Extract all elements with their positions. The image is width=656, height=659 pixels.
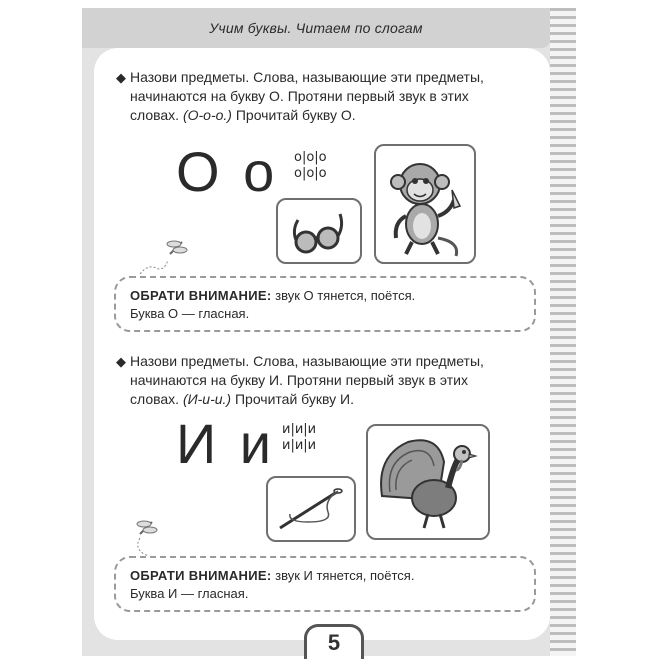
- task-line-suffix: Прочитай букву О.: [235, 107, 356, 123]
- big-letter-o: О о: [176, 140, 279, 203]
- page-header: [82, 8, 550, 48]
- task-bullet: ◆: [116, 354, 126, 369]
- grid-row: о|о|о: [294, 166, 327, 181]
- page-edge-stripes: [550, 8, 576, 656]
- grid-row: и|и|и: [282, 438, 317, 453]
- page-number-tab: [304, 624, 364, 659]
- note-label: ОБРАТИ ВНИМАНИЕ:: [130, 568, 272, 583]
- task-line: начинаются на букву И. Протяни первый звук в этих: [130, 372, 468, 388]
- task-bullet: ◆: [116, 70, 126, 85]
- note-text: [130, 567, 414, 603]
- glasses-picture: [276, 198, 362, 264]
- page-number: 5: [327, 630, 341, 655]
- task-line: [130, 106, 530, 125]
- needle-icon: [268, 478, 354, 540]
- task-line: [130, 390, 530, 409]
- attention-note-i: [114, 556, 536, 612]
- task-sound-example: (И-и-и.): [182, 391, 232, 407]
- task-line: Назови предметы. Слова, называющие эти предметы,: [130, 69, 484, 85]
- dragonfly-icon: [134, 224, 204, 284]
- grid-row: о|о|о: [294, 150, 327, 165]
- page-title: Учим буквы. Читаем по слогам: [209, 20, 423, 36]
- glasses-icon: [278, 200, 360, 262]
- big-letter-i: И и: [176, 412, 276, 475]
- monkey-picture: [374, 144, 476, 264]
- task-text-o: [130, 68, 530, 125]
- content-panel: [94, 48, 550, 640]
- note-text: [130, 287, 415, 323]
- task-text-i: [130, 352, 530, 409]
- note-line-text: звук О тянется, поётся.: [275, 288, 416, 303]
- note-line: Буква О — гласная.: [130, 306, 250, 321]
- note-line: [130, 287, 415, 305]
- dragonfly-icon: [120, 504, 180, 564]
- task-sound-example: (О-о-о.): [182, 107, 232, 123]
- turkey-icon: [368, 426, 488, 538]
- task-line: начинаются на букву О. Протяни первый звук в этих: [130, 88, 469, 104]
- syllable-grid-i: [282, 422, 316, 454]
- note-line: [130, 567, 414, 585]
- task-line-suffix: Прочитай букву И.: [234, 391, 354, 407]
- note-label: ОБРАТИ ВНИМАНИЕ:: [130, 288, 272, 303]
- note-line: Буква И — гласная.: [130, 586, 249, 601]
- note-line-text: звук И тянется, поётся.: [275, 568, 415, 583]
- task-line-prefix: словах.: [130, 107, 180, 123]
- book-page: [82, 8, 576, 656]
- needle-picture: [266, 476, 356, 542]
- syllable-grid-o: [294, 150, 327, 182]
- task-line: Назови предметы. Слова, называющие эти предметы,: [130, 353, 484, 369]
- grid-row: и|и|и: [282, 422, 317, 437]
- task-line-prefix: словах.: [130, 391, 180, 407]
- turkey-picture: [366, 424, 490, 540]
- attention-note-o: [114, 276, 536, 332]
- monkey-icon: [376, 146, 474, 262]
